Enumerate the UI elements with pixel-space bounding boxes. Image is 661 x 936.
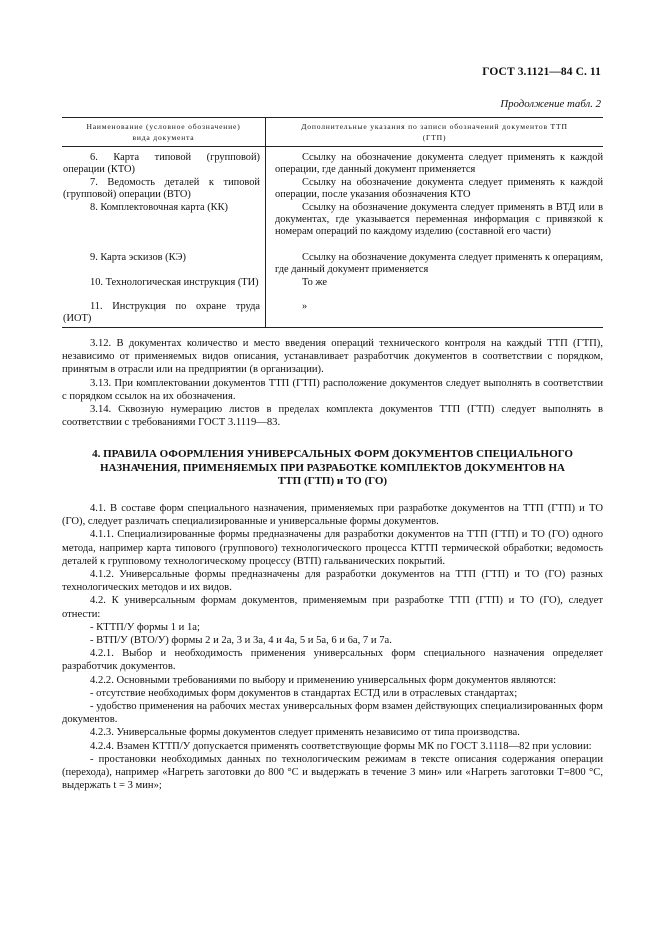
paragraph-4-1: 4.1. В составе форм специального назначения, применяемых при разработке документов на ТТП (ГТП) и ТО (ГО), следует различать специализированные и универсальные формы документов. [62, 503, 603, 528]
table-row [62, 177, 603, 202]
section-4-heading-line2: НАЗНАЧЕНИЯ, ПРИМЕНЯЕМЫХ ПРИ РАЗРАБОТКЕ КОМПЛЕКТОВ ДОКУМЕНТОВ НА [100, 461, 565, 474]
list-item-absence: - отсутствие необходимых форм документов в стандартах ЕСТД или в отраслевых стандартах; [90, 687, 518, 699]
table-cell-note: Ссылку на обозначение документа следует применять к каждой операции, после указания обозначения КТО [275, 176, 603, 201]
paragraph-4-2-2: 4.2.2. Основными требованиями по выбору и применению универсальных форм документов являются: [90, 674, 557, 686]
page-header-title: ГОСТ 3.1121—84 С. 11 [482, 66, 601, 78]
table-cell-note: Ссылку на обозначение документа следует применять в ВТД или в документах, где указывается переменная информация с привязкой к номерам операций по каждому изделию (составной его части) [275, 201, 603, 238]
paragraphs-section-4 [62, 502, 603, 792]
table-cell-doc-type: 10. Технологическая инструкция (ТИ) [62, 277, 266, 301]
table-cell-doc-type: 8. Комплектовочная карта (КК) [62, 202, 266, 252]
header-col1-line1: Наименование (условное обозначение) [86, 122, 241, 131]
table-row [62, 252, 603, 277]
paragraph-4-2-3: 4.2.3. Универсальные формы документов следует применять независимо от типа производства. [90, 727, 520, 739]
section-4-heading [62, 448, 603, 489]
paragraphs-section-3 [62, 337, 603, 429]
table-cell-note: Ссылку на обозначение документа следует применять к каждой операции, где данный документ применяется [275, 152, 603, 176]
table-header-notes [266, 118, 604, 147]
paragraph-4-2-1: 4.2.1. Выбор и необходимость применения универсальных форм специального назначения определяет разработчик документов. [62, 648, 603, 673]
table-cell-doc-type: 11. Инструкция по охране труда (ИОТ) [62, 301, 266, 328]
paragraph-4-1-2: 4.1.2. Универсальные формы предназначены для разработки документов на ТТП (ГТП) и ТО (ГО) разных технологических методов и их видов. [62, 569, 603, 594]
table-cell-note: То же [302, 276, 328, 288]
header-col1-line2: вида документа [132, 133, 195, 142]
paragraph-4-2: 4.2. К универсальным формам документов, применяемым при разработке ТТП (ГТП) и ТО (ГО), следует отнести: [62, 595, 603, 620]
header-col2-line1: Дополнительные указания по записи обозначений документов ТТП [301, 122, 568, 131]
table-header-row [62, 118, 603, 147]
section-4-heading-line3: ТТП (ГТП) и ТО (ГО) [277, 475, 388, 488]
header-col2-line2: (ГТП) [422, 133, 447, 142]
list-item-vtp: - ВТП/У (ВТО/У) формы 2 и 2а, 3 и 3а, 4 и 4а, 5 и 5а, 6 и 6а, 7 и 7а. [90, 635, 392, 647]
table-row [62, 147, 603, 177]
document-types-table [62, 117, 603, 328]
table-cell-doc-type: 9. Карта эскизов (КЭ) [62, 252, 266, 277]
table-row [62, 202, 603, 252]
paragraph-3-13: 3.13. При комплектовании документов ТТП (ГТП) расположение документов следует выполнять в соответствии с порядком ссылок на их обозначения. [62, 377, 603, 402]
paragraph-4-1-1: 4.1.1. Специализированные формы предназначены для разработки документов на ТТП (ГТП) и ТО (ГО) одного метода, например карта типового (группового) технологического процесса КТТП термической обработки; ведомость деталей к групповому технологическому процессу (ВТП) гальванических покрытий. [62, 529, 603, 567]
paragraph-3-12: 3.12. В документах количество и место введения операций технического контроля на каждый ТТП (ГТП), независимо от применяемых видов описания, устанавливает разработчик документов в соответствии с порядком, принятым в отрасли или на предприятии (в организации). [62, 338, 603, 376]
table-cell-doc-type: 7. Ведомость деталей к типовой (групповой) операции (ВТО) [62, 177, 266, 202]
section-4-heading-line1: 4. ПРАВИЛА ОФОРМЛЕНИЯ УНИВЕРСАЛЬНЫХ ФОРМ ДОКУМЕНТОВ СПЕЦИАЛЬНОГО [92, 448, 573, 460]
table-cell-note: Ссылку на обозначение документа следует применять к операциям, где данный документ применяется [275, 251, 603, 276]
list-item-settings: - простановки необходимых данных по технологическим режимам в тексте описания содержания операции (перехода), например «Нагреть заготовки до 800 °С и выдержать в течение 3 мин» или «Нагреть заготовки Т=800 °С, выдержать t = 3 мин»; [62, 753, 603, 792]
table-cell-note: » [266, 301, 604, 328]
list-item-kttp: - КТТП/У формы 1 и 1а; [90, 621, 200, 633]
table-cell-doc-type: 6. Карта типовой (групповой) операции (КТО) [62, 147, 266, 177]
table-row [62, 277, 603, 301]
table-row [62, 301, 603, 328]
paragraph-3-14: 3.14. Сквозную нумерацию листов в пределах комплекта документов ТТП (ГТП) следует выполнять в соответствии с требованиями ГОСТ 3.1119—83. [62, 404, 603, 429]
table-continuation-label: Продолжение табл. 2 [500, 98, 601, 110]
table-header-doc-type [62, 118, 266, 147]
paragraph-4-2-4: 4.2.4. Взамен КТТП/У допускается применять соответствующие формы МК по ГОСТ 3.1118—82 при условии: [90, 740, 592, 752]
list-item-convenience: - удобство применения на рабочих местах универсальных форм взамен действующих специализированных форм документов. [62, 701, 603, 726]
